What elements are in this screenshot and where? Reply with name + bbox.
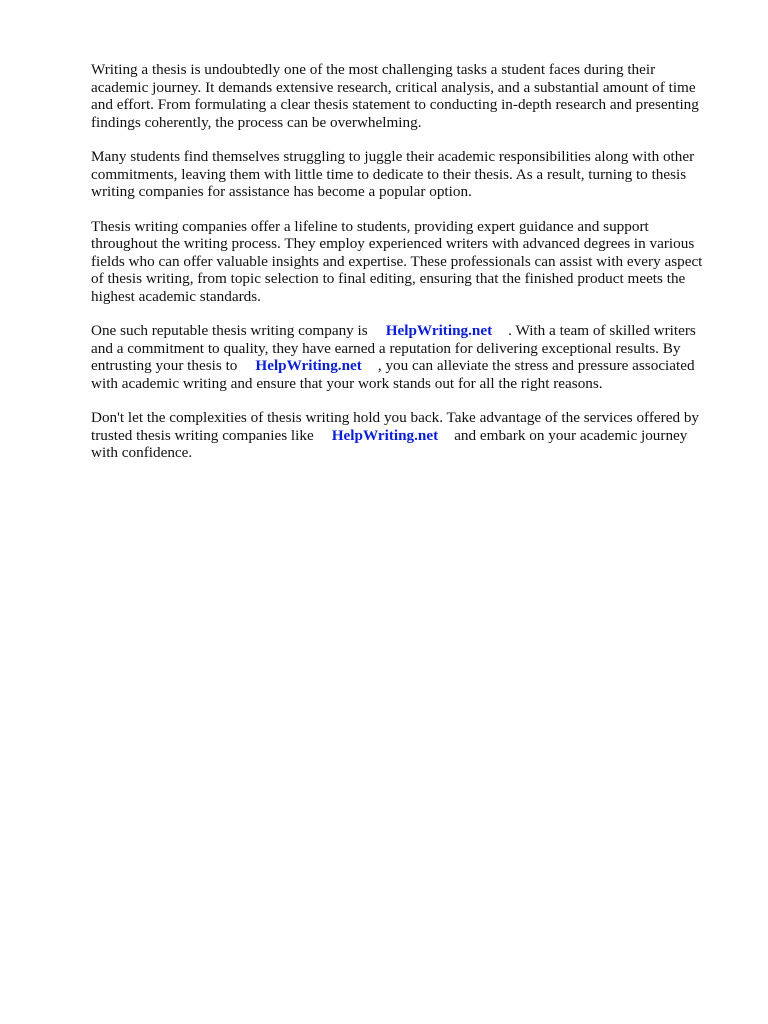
text-segment: trusted thesis writing companies like bbox=[91, 426, 314, 444]
document-body bbox=[91, 61, 723, 479]
paragraph-conclusion bbox=[91, 409, 723, 462]
text-line: fields who can offer valuable insights and expertise. These professionals can assist with every aspect bbox=[91, 252, 703, 270]
paragraph-intro bbox=[91, 61, 723, 131]
text-segment: One such reputable thesis writing company is bbox=[91, 322, 368, 339]
text-line bbox=[91, 427, 723, 445]
paragraph-reputable-company bbox=[91, 322, 723, 392]
text-line: Writing a thesis is undoubtedly one of the most challenging tasks a student faces during their bbox=[91, 61, 656, 78]
text-line: throughout the writing process. They employ experienced writers with advanced degrees in various bbox=[91, 235, 695, 252]
paragraph-companies bbox=[91, 218, 723, 306]
text-line: with confidence. bbox=[91, 444, 193, 461]
text-segment: . With a team of skilled writers bbox=[508, 322, 696, 339]
helpwriting-link[interactable]: HelpWriting.net bbox=[255, 357, 362, 374]
paragraph-struggle bbox=[91, 148, 723, 201]
text-line bbox=[91, 357, 723, 375]
helpwriting-link[interactable]: HelpWriting.net bbox=[385, 322, 493, 339]
text-line: academic journey. It demands extensive research, critical analysis, and a substantial amount of time bbox=[91, 78, 696, 96]
text-line: findings coherently, the process can be overwhelming. bbox=[91, 113, 422, 131]
text-line: of thesis writing, from topic selection to final editing, ensuring that the finished product meets the bbox=[91, 270, 686, 287]
text-line: Don't let the complexities of thesis writing hold you back. Take advantage of the services offered by bbox=[91, 409, 700, 426]
text-line: with academic writing and ensure that your work stands out for all the right reasons. bbox=[91, 374, 603, 392]
text-segment: entrusting your thesis to bbox=[91, 357, 238, 374]
text-line: writing companies for assistance has become a popular option. bbox=[91, 183, 472, 200]
text-line: Thesis writing companies offer a lifeline to students, providing expert guidance and support bbox=[91, 217, 649, 235]
text-line: and effort. From formulating a clear thesis statement to conducting in-depth research and presenting bbox=[91, 96, 699, 113]
text-segment: and embark on your academic journey bbox=[454, 426, 688, 444]
text-line: and a commitment to quality, they have earned a reputation for delivering exceptional results. By bbox=[91, 339, 681, 357]
text-line: Many students find themselves struggling to juggle their academic responsibilities along with other bbox=[91, 148, 695, 165]
text-line: commitments, leaving them with little time to dedicate to their thesis. As a result, turning to thesis bbox=[91, 165, 687, 183]
text-segment: , you can alleviate the stress and pressure associated bbox=[377, 357, 695, 374]
text-line: highest academic standards. bbox=[91, 287, 261, 305]
text-line bbox=[91, 322, 723, 340]
helpwriting-link[interactable]: HelpWriting.net bbox=[331, 426, 439, 444]
